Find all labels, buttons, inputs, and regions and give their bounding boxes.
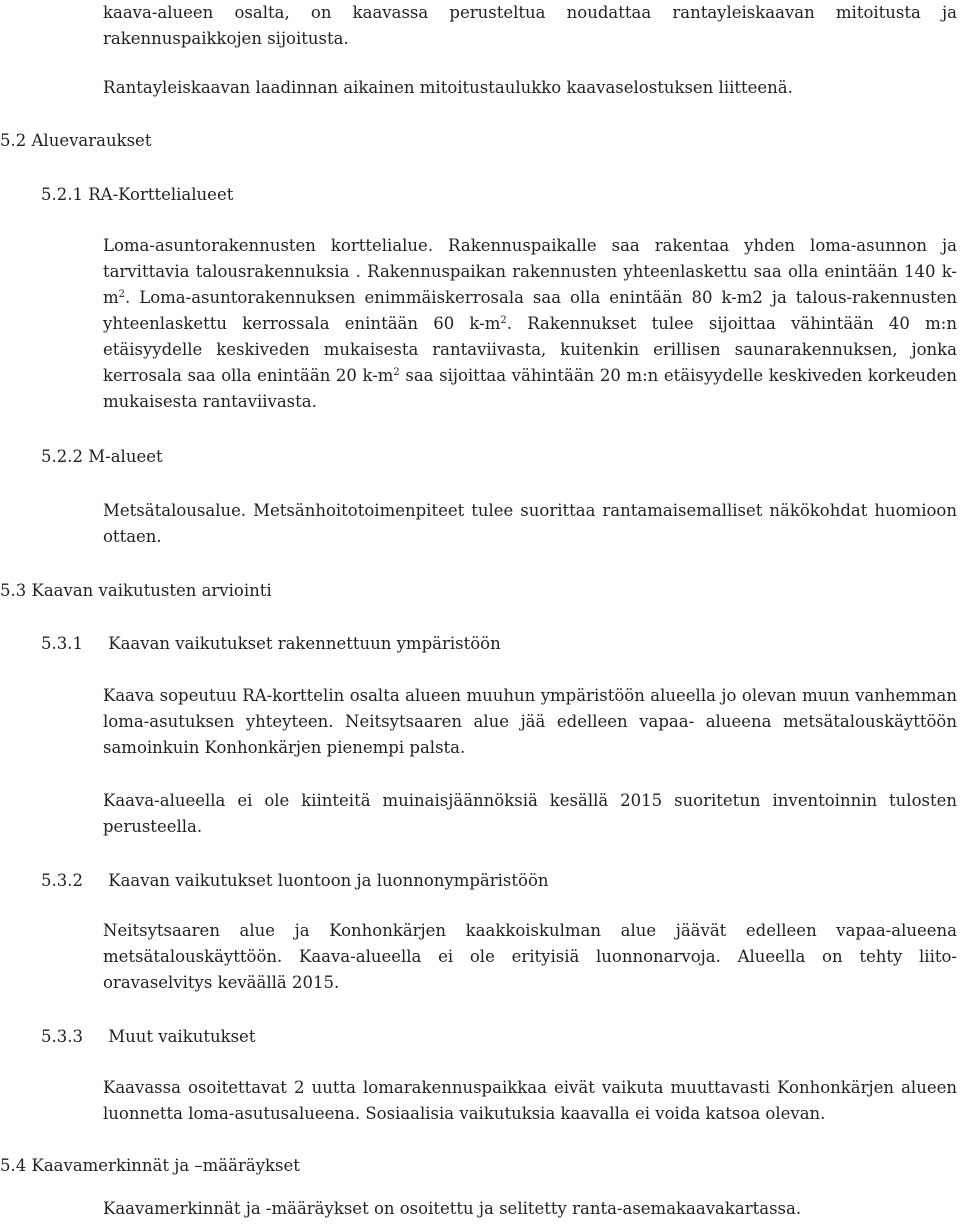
- kaavamerkinnat-paragraph: Kaavamerkinnät ja -määräykset on osoitettu ja selitetty ranta-asemakaavakartassa.: [103, 1199, 802, 1218]
- section-number: 5.2: [0, 131, 27, 150]
- section-number: 5.2.1: [41, 185, 83, 204]
- paragraph-text: . Loma-asuntorakennuksen enimmäiskerrosala saa olla enintään 80 k-m2 ja talous-rakennusten yhteenlaskettu kerrossala enintään 60 k-m: [103, 288, 957, 333]
- paragraph-text: . Rakennukset tulee sijoittaa vähintään 40 m:n etäisyydelle keskiveden mukaisesta rantaviivasta, kuitenkin erillisen saunarakennuksen, jonka kerrosala saa olla enintään 20 k-m: [103, 314, 957, 385]
- section-5-3-3-heading: [41, 1024, 255, 1050]
- rakennettu-ymparisto-paragraph-1: Kaava sopeutuu RA-korttelin osalta alueen muuhun ympäristöön alueella jo olevan muun vanhemman loma-asutuksen yhteyteen. Neitsytsaaren alue jää edelleen vapaa- alueena metsätalouskäyttöön samoinkuin Konhonkärjen pienempi palsta.: [103, 686, 957, 757]
- luonto-paragraph: Neitsytsaaren alue ja Konhonkärjen kaakkoiskulman alue jäävät edelleen vapaa-alueena metsätalouskäyttöön. Kaava-alueella ei ole erityisiä luonnonarvoja. Alueella on tehty liito-oravaselvitys keväällä 2015.: [103, 921, 957, 992]
- paragraph-text: saa sijoittaa vähintään 20 m:n etäisyydelle keskiveden korkeuden mukaisesta rantaviivasta.: [103, 366, 958, 411]
- section-title: Kaavamerkinnät ja –määräykset: [31, 1156, 300, 1175]
- section-title: Kaavan vaikutukset rakennettuun ympäristöön: [108, 634, 501, 653]
- section-5-2-1-heading: [41, 182, 233, 208]
- ra-korttelialue-paragraph: [103, 233, 957, 415]
- muut-vaikutukset-paragraph: Kaavassa osoitettavat 2 uutta lomarakennuspaikkaa eivät vaikuta muuttavasti Konhonkärjen alueen luonnetta loma-asutusalueena. Sosiaalisia vaikutuksia kaavalla ei voida katsoa olevan.: [103, 1078, 957, 1123]
- section-title: RA-Korttelialueet: [88, 185, 234, 204]
- section-5-2-2-heading: [41, 444, 163, 470]
- superscript: 2: [393, 367, 400, 378]
- section-number: 5.3.1: [41, 634, 83, 653]
- section-5-3-1-heading: [41, 631, 501, 657]
- section-number: 5.3.2: [41, 871, 83, 890]
- section-number: 5.4: [0, 1156, 27, 1175]
- section-number: 5.2.2: [41, 447, 83, 466]
- section-5-2-heading: [0, 128, 151, 154]
- section-5-3-heading: [0, 578, 272, 604]
- section-number: 5.3.3: [41, 1027, 83, 1046]
- section-5-3-2-heading: [41, 868, 549, 894]
- section-title: M-alueet: [88, 447, 163, 466]
- paragraph-text: Loma-asuntorakennusten korttelialue. Rakennuspaikalle saa rakentaa yhden loma-asunnon ja tarvittavia talousrakennuksia . Rakennuspaikan rakennusten yhteenlaskettu saa olla enintään 140 k-m: [103, 236, 957, 307]
- superscript: 2: [118, 289, 126, 300]
- section-number: 5.3: [0, 581, 27, 600]
- section-title: Muut vaikutukset: [108, 1027, 256, 1046]
- section-5-4-heading: [0, 1153, 300, 1179]
- section-title: Aluevaraukset: [31, 131, 152, 150]
- intro-paragraph-2: Rantayleiskaavan laadinnan aikainen mitoitustaulukko kaavaselostuksen liitteenä.: [103, 78, 793, 97]
- rakennettu-ymparisto-paragraph-2: Kaava-alueella ei ole kiinteitä muinaisjäännöksiä kesällä 2015 suoritetun inventoinnin tulosten perusteella.: [103, 791, 957, 836]
- intro-paragraph-1: kaava-alueen osalta, on kaavassa perusteltua noudattaa rantayleiskaavan mitoitusta ja rakennuspaikkojen sijoitusta.: [103, 3, 957, 48]
- superscript: 2: [500, 315, 507, 326]
- m-alueet-paragraph: Metsätalousalue. Metsänhoitotoimenpiteet tulee suorittaa rantamaisemalliset näkökohdat huomioon ottaen.: [103, 501, 957, 546]
- section-title: Kaavan vaikutukset luontoon ja luonnonympäristöön: [108, 871, 549, 890]
- section-title: Kaavan vaikutusten arviointi: [31, 581, 272, 600]
